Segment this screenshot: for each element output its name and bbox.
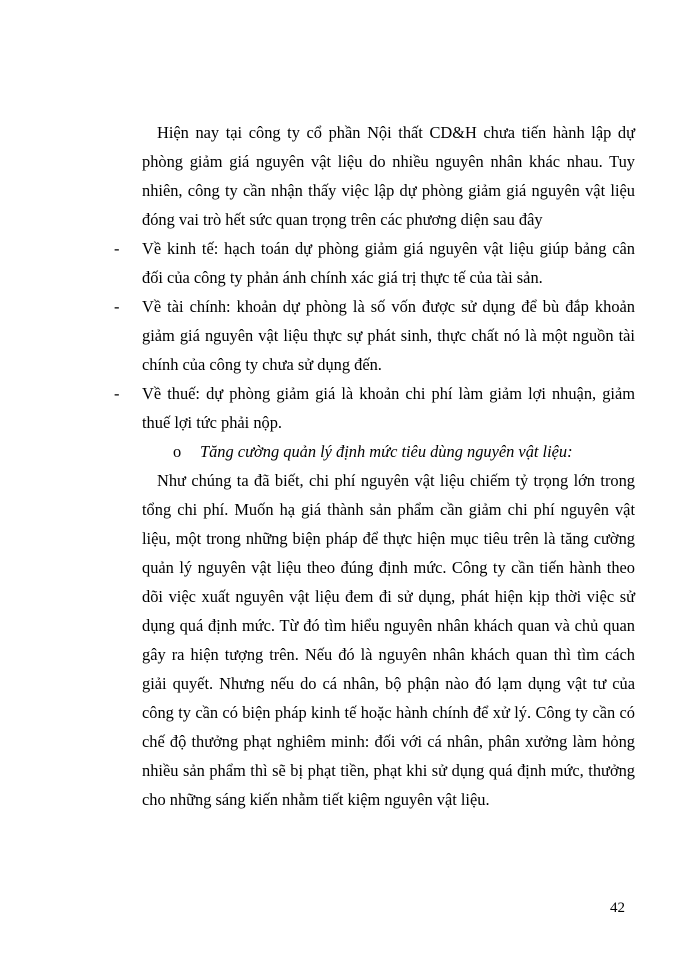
bullet-marker: -	[114, 239, 120, 258]
body-paragraph: Như chúng ta đã biết, chi phí nguyên vật liệu chiếm tỷ trọng lớn trong tổng chi phí. Muốn hạ giá thành sản phẩm cần giảm chi phí nguyên vật liệu, một trong những biện pháp để thực hiện mục tiêu trên là tăng cường quản lý nguyên vật liệu theo đúng định mức. Công ty cần tiến hành theo dõi việc xuất nguyên vật liệu đem đi sử dụng, phát hiện kịp thời việc sử dụng quá định mức. Từ đó tìm hiểu nguyên nhân khách quan và chủ quan gây ra hiện tượng trên. Nếu đó là nguyên nhân khách quan thì tìm cách giải quyết. Nhưng nếu do cá nhân, bộ phận nào đó lạm dụng vật tư của công ty cần có biện pháp kinh tế hoặc hành chính để xử lý. Công ty cần có chế độ thưởng phạt nghiêm minh: đối với cá nhân, phân xưởng làm hỏng nhiều sản phẩm thì sẽ bị phạt tiền, phạt khi sử dụng quá định mức, thưởng cho những sáng kiến nhằm tiết kiệm nguyên vật liệu.	[142, 471, 635, 809]
section-subheading	[142, 437, 635, 466]
subheading-text: Tăng cường quản lý định mức tiêu dùng nguyên vật liệu:	[200, 442, 573, 461]
page-content	[114, 118, 635, 814]
bullet-marker: -	[114, 297, 120, 316]
list-item	[114, 379, 635, 437]
bullet-list	[114, 234, 635, 437]
page-number: 42	[610, 900, 625, 916]
bullet-text: Về tài chính: khoản dự phòng là số vốn được sử dụng để bù đắp khoản giảm giá nguyên vật liệu thực sự phát sinh, thực chất nó là một nguồn tài chính của công ty chưa sử dụng đến.	[142, 297, 635, 374]
bullet-text: Về kinh tế: hạch toán dự phòng giảm giá nguyên vật liệu giúp bảng cân đối của công ty phản ánh chính xác giá trị thực tế của tài sản.	[142, 239, 635, 287]
subheading-marker: o	[173, 442, 182, 461]
bullet-marker: -	[114, 384, 120, 403]
list-item	[114, 234, 635, 292]
list-item	[114, 292, 635, 379]
bullet-text: Về thuế: dự phòng giảm giá là khoản chi phí làm giảm lợi nhuận, giảm thuế lợi tức phải nộp.	[142, 384, 635, 432]
intro-paragraph: Hiện nay tại công ty cổ phần Nội thất CD&H chưa tiến hành lập dự phòng giảm giá nguyên vật liệu do nhiều nguyên nhân khác nhau. Tuy nhiên, công ty cần nhận thấy việc lập dự phòng giảm giá nguyên vật liệu đóng vai trò hết sức quan trọng trên các phương diện sau đây	[142, 123, 635, 229]
